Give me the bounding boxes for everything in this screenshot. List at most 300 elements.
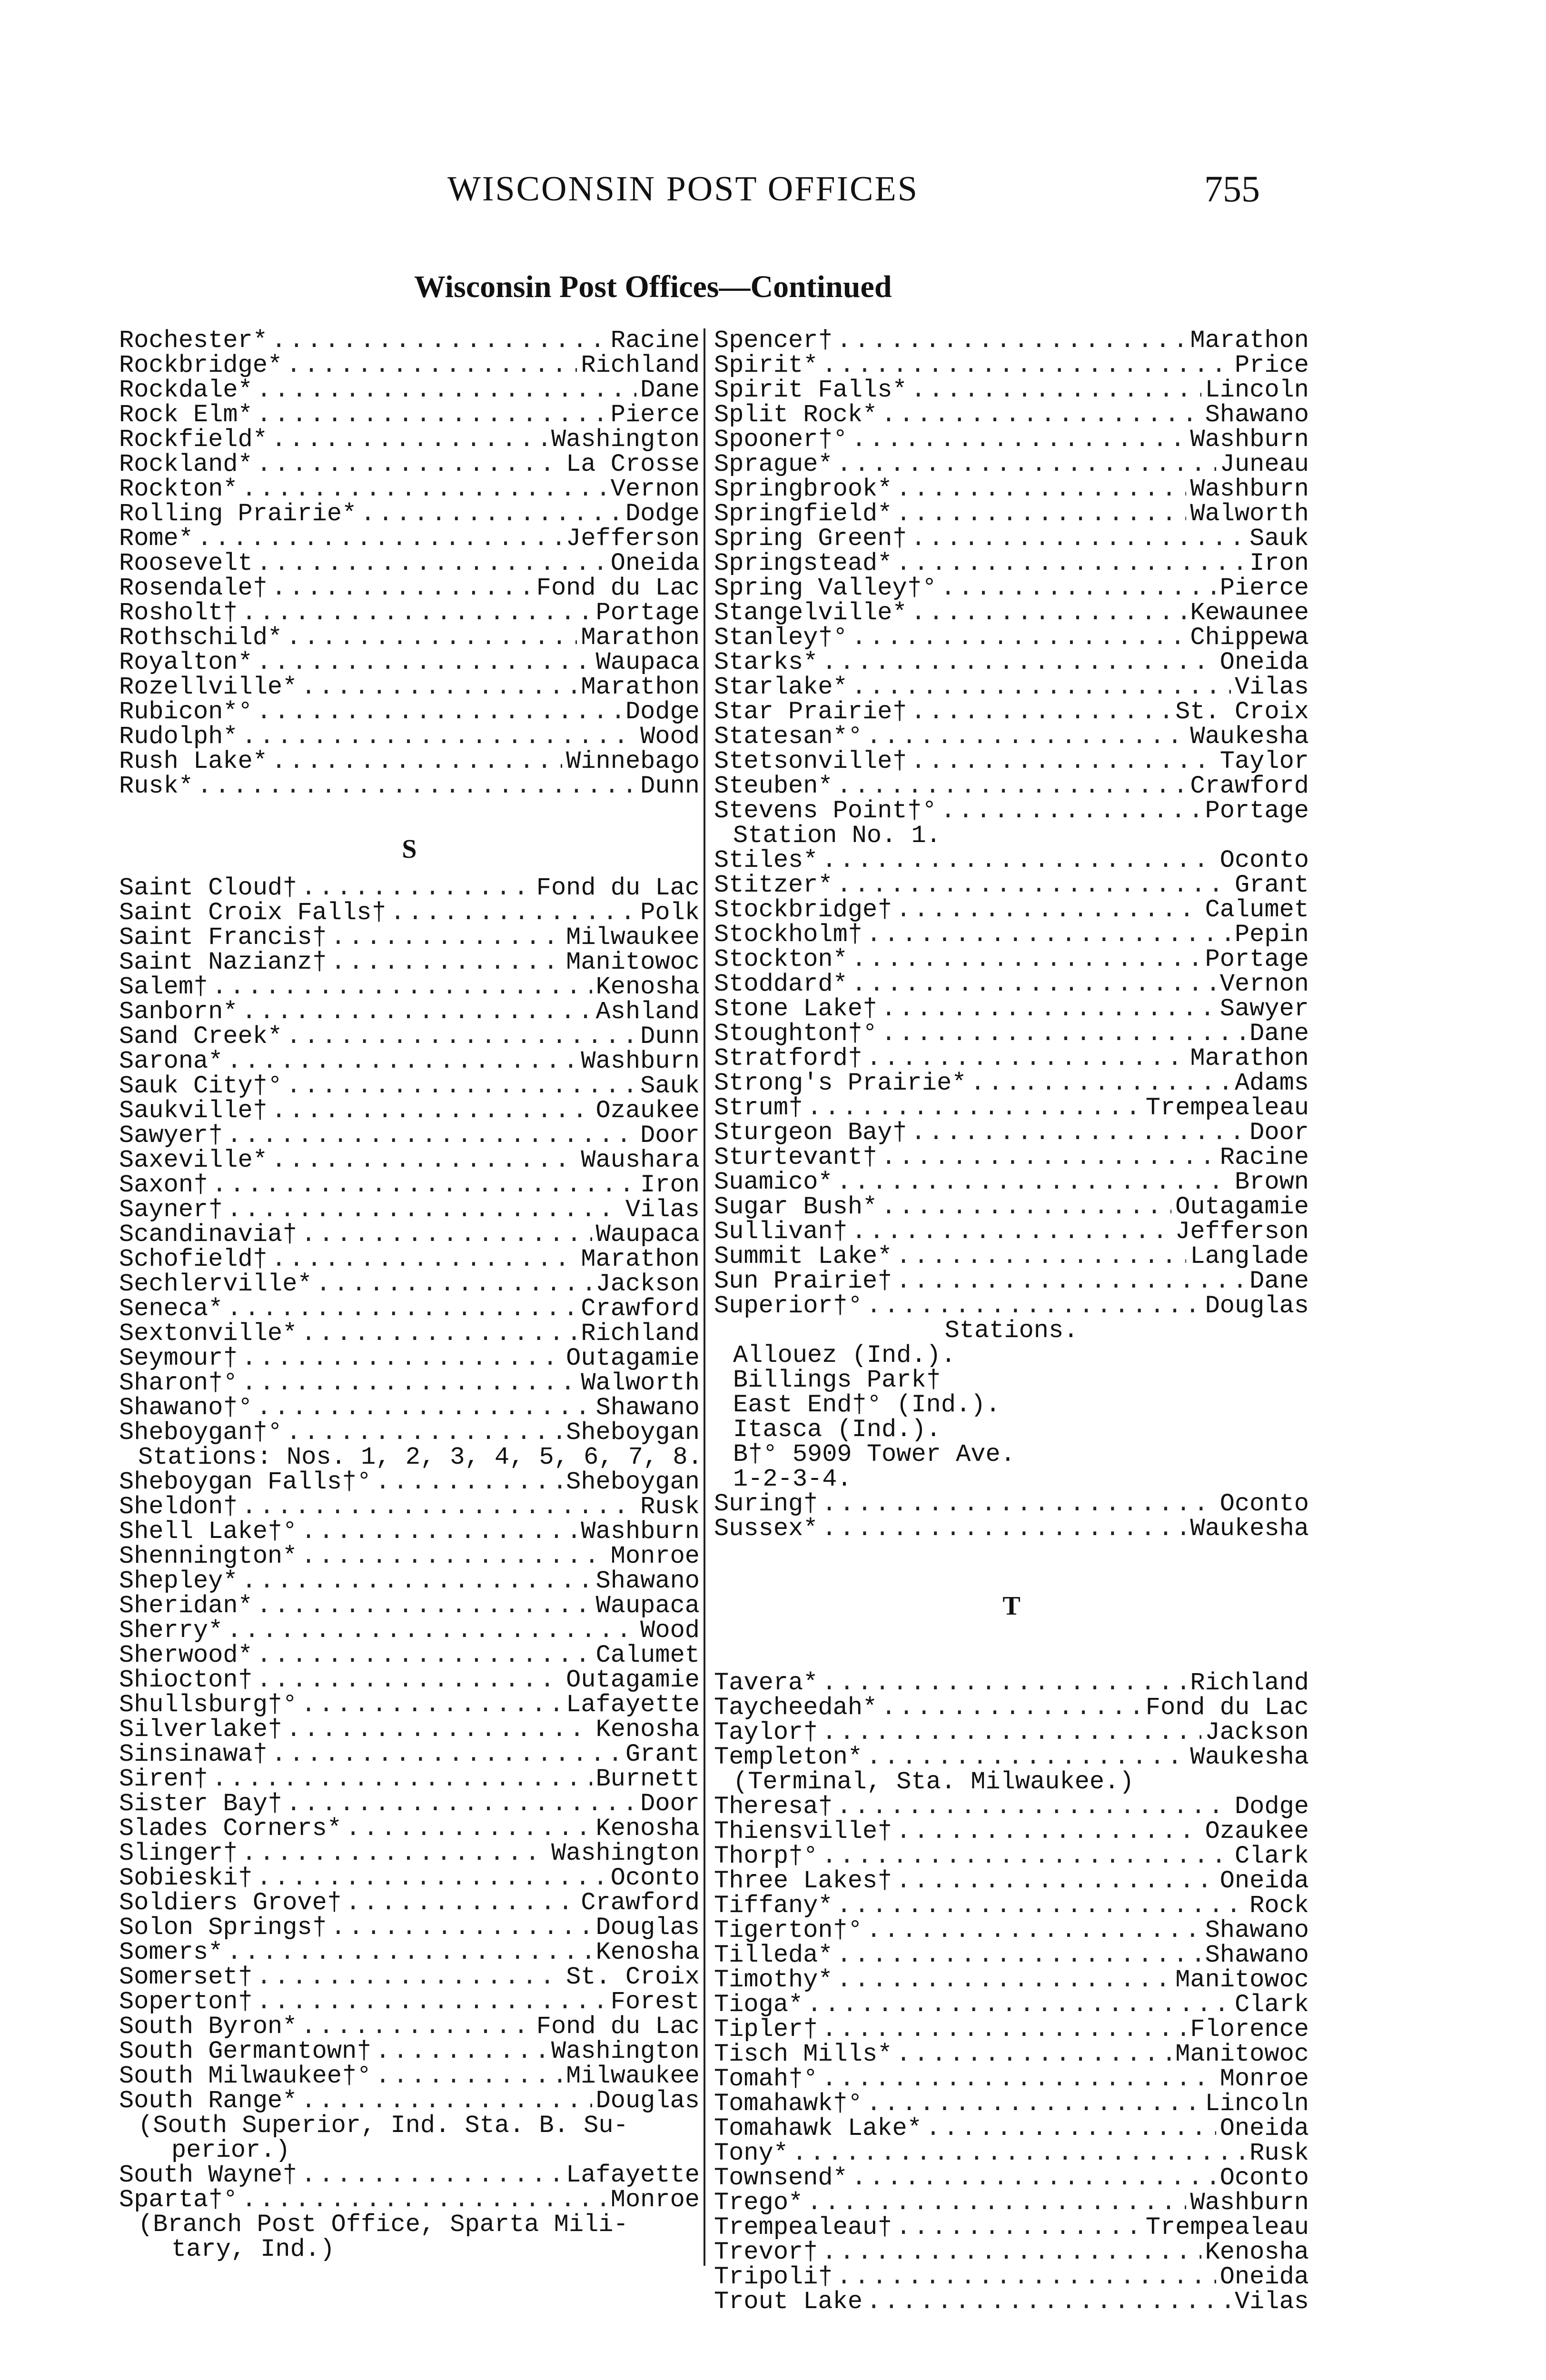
post-office-name: Seymour† bbox=[119, 1344, 238, 1372]
dot-leader bbox=[866, 1046, 1186, 1071]
post-office-name: Scandinavia† bbox=[119, 1220, 297, 1249]
county-name: Douglas bbox=[1205, 1292, 1309, 1320]
post-office-name: Suamico* bbox=[714, 1168, 833, 1196]
county-name: Grant bbox=[1234, 871, 1309, 899]
dot-leader bbox=[896, 502, 1186, 526]
dot-leader bbox=[227, 1618, 636, 1643]
post-office-entry bbox=[714, 2290, 1309, 2314]
post-office-name: Sanborn* bbox=[119, 998, 238, 1026]
county-name: Portage bbox=[1205, 797, 1309, 825]
station-item: East End†° (Ind.). bbox=[733, 1391, 1001, 1419]
post-office-entry bbox=[714, 1071, 1309, 1096]
county-name: Crawford bbox=[1190, 772, 1309, 800]
post-office-name: Trout Lake bbox=[714, 2288, 863, 2316]
county-name: Lafayette bbox=[566, 1691, 700, 1719]
post-office-name: Spooner†° bbox=[714, 426, 848, 454]
county-name: Jefferson bbox=[566, 525, 700, 553]
county-name: La Crosse bbox=[566, 450, 700, 478]
dot-leader bbox=[852, 675, 1231, 700]
post-office-name: Three Lakes† bbox=[714, 1867, 892, 1895]
dot-leader bbox=[242, 2188, 607, 2212]
county-name: Crawford bbox=[581, 1889, 700, 1917]
dot-leader bbox=[257, 1866, 607, 1891]
post-office-entry bbox=[119, 378, 700, 403]
post-office-name: Rolling Prairie* bbox=[119, 500, 357, 528]
post-office-name: Spirit* bbox=[714, 351, 818, 379]
dot-leader bbox=[271, 576, 533, 601]
post-office-entry bbox=[119, 1495, 700, 1519]
post-office-name: Sun Prairie† bbox=[714, 1267, 892, 1295]
dot-leader bbox=[896, 551, 1246, 576]
county-name: Fond du Lac bbox=[536, 2013, 700, 2041]
county-name: Waupaca bbox=[595, 1220, 700, 1249]
county-name: Washburn bbox=[1190, 426, 1309, 454]
post-office-entry bbox=[119, 1990, 700, 2014]
dot-leader bbox=[301, 1222, 592, 1247]
column-divider bbox=[704, 328, 705, 2266]
dot-leader bbox=[837, 774, 1187, 799]
post-office-entry bbox=[119, 2039, 700, 2064]
post-office-entry bbox=[714, 799, 1309, 823]
county-name: Clark bbox=[1234, 1991, 1309, 2019]
county-name: Monroe bbox=[610, 2186, 700, 2214]
dot-leader bbox=[837, 873, 1231, 898]
post-office-entry bbox=[119, 1841, 700, 1866]
post-office-name: Sheboygan Falls†° bbox=[119, 1468, 372, 1496]
county-name: Fond du Lac bbox=[536, 574, 700, 602]
county-name: Washington bbox=[551, 426, 700, 454]
post-office-name: Townsend* bbox=[714, 2164, 848, 2192]
post-office-name: Stratford† bbox=[714, 1044, 863, 1072]
county-name: Ozaukee bbox=[1205, 1817, 1309, 1845]
post-office-name: Timothy* bbox=[714, 1966, 833, 1994]
post-office-entry bbox=[119, 1173, 700, 1198]
dot-leader bbox=[242, 1495, 637, 1519]
dot-leader bbox=[807, 1993, 1231, 2017]
county-name: Oneida bbox=[1219, 1867, 1309, 1895]
post-office-name: Summit Lake* bbox=[714, 1242, 892, 1270]
dot-leader bbox=[911, 1121, 1246, 1145]
post-office-entry bbox=[714, 1894, 1309, 1918]
right-s-entries-b bbox=[714, 848, 1309, 1319]
post-office-name: Soperton† bbox=[119, 1988, 253, 2016]
post-office-entry bbox=[714, 353, 1309, 378]
dot-leader bbox=[911, 378, 1201, 403]
dot-leader bbox=[376, 2039, 547, 2064]
post-office-entry bbox=[119, 700, 700, 724]
dot-leader bbox=[881, 997, 1216, 1021]
county-name: Clark bbox=[1234, 1842, 1309, 1870]
post-office-entry bbox=[714, 1046, 1309, 1071]
county-name: Lafayette bbox=[566, 2161, 700, 2189]
county-name: Trempealeau bbox=[1145, 1094, 1309, 1122]
post-office-name: Schofield† bbox=[119, 1245, 268, 1273]
dot-leader bbox=[331, 950, 562, 975]
dot-leader bbox=[896, 477, 1186, 502]
post-office-entry bbox=[119, 1618, 700, 1643]
post-office-name: Theresa† bbox=[714, 1793, 833, 1821]
post-office-name: Spring Green† bbox=[714, 525, 907, 553]
dot-leader bbox=[197, 526, 562, 551]
county-name: Lincoln bbox=[1205, 376, 1309, 404]
post-office-name: Strong's Prairie* bbox=[714, 1069, 967, 1097]
county-name: Portage bbox=[595, 599, 700, 627]
post-office-name: Sheridan* bbox=[119, 1592, 253, 1620]
dot-leader bbox=[301, 1321, 577, 1346]
dot-leader bbox=[911, 700, 1171, 724]
post-office-entry bbox=[119, 1965, 700, 1990]
post-office-entry bbox=[714, 1492, 1309, 1517]
running-head: WISCONSIN POST OFFICES bbox=[447, 169, 919, 208]
county-name: Forest bbox=[610, 1988, 700, 2016]
county-name: Marathon bbox=[581, 1245, 700, 1273]
post-office-name: Tomahawk†° bbox=[714, 2090, 863, 2118]
dot-leader bbox=[286, 1420, 562, 1445]
post-office-name: Sharon†° bbox=[119, 1369, 238, 1397]
post-office-name: South Range* bbox=[119, 2087, 297, 2115]
county-name: Polk bbox=[640, 899, 700, 927]
post-office-name: Saxeville* bbox=[119, 1146, 268, 1174]
post-office-name: Stockton* bbox=[714, 945, 848, 973]
dot-leader bbox=[271, 1742, 622, 1767]
post-office-entry bbox=[119, 551, 700, 576]
post-office-name: Stockbridge† bbox=[714, 896, 892, 924]
post-office-name: Rosendale† bbox=[119, 574, 268, 602]
dot-leader bbox=[837, 1894, 1246, 1918]
post-office-entry bbox=[714, 1244, 1309, 1269]
county-name: Wood bbox=[640, 1616, 700, 1645]
county-name: Brown bbox=[1234, 1168, 1309, 1196]
post-office-entry bbox=[714, 1720, 1309, 1745]
county-name: Chippewa bbox=[1190, 624, 1309, 652]
dot-leader bbox=[896, 1244, 1186, 1269]
county-name: Oneida bbox=[1219, 648, 1309, 676]
post-office-entry bbox=[714, 2215, 1309, 2240]
post-office-entry bbox=[119, 1222, 700, 1247]
post-office-entry bbox=[714, 1918, 1309, 1943]
post-office-name: Seneca* bbox=[119, 1295, 223, 1323]
dot-leader bbox=[852, 427, 1187, 452]
post-office-entry bbox=[714, 848, 1309, 873]
post-office-name: Stitzer* bbox=[714, 871, 833, 899]
county-name: Richland bbox=[1190, 1669, 1309, 1697]
post-office-entry bbox=[714, 724, 1309, 749]
post-office-name: Tilleda* bbox=[714, 1941, 833, 1969]
county-name: Douglas bbox=[595, 1914, 700, 1942]
post-office-entry bbox=[119, 2064, 700, 2089]
county-name: Grant bbox=[625, 1740, 700, 1768]
dot-leader bbox=[271, 1099, 592, 1123]
county-name: Vernon bbox=[1219, 970, 1309, 998]
county-name: Waukesha bbox=[1190, 1515, 1309, 1543]
post-office-name: Sugar Bush* bbox=[714, 1193, 878, 1221]
page-number: 755 bbox=[1204, 168, 1260, 209]
post-office-entry bbox=[119, 925, 700, 950]
dot-leader bbox=[271, 427, 547, 452]
dot-leader bbox=[896, 1269, 1246, 1294]
post-office-name: Tioga* bbox=[714, 1991, 803, 2019]
dot-leader bbox=[911, 601, 1187, 625]
post-office-entry bbox=[714, 328, 1309, 353]
post-office-entry bbox=[119, 1000, 700, 1024]
dot-leader bbox=[346, 1816, 592, 1841]
county-name: Fond du Lac bbox=[1145, 1694, 1309, 1722]
dot-leader bbox=[271, 1148, 577, 1173]
county-name: Rusk bbox=[1249, 2139, 1309, 2167]
county-name: Douglas bbox=[595, 2087, 700, 2115]
post-office-entry bbox=[714, 774, 1309, 799]
dot-leader bbox=[866, 922, 1231, 947]
county-name: Lincoln bbox=[1205, 2090, 1309, 2118]
dot-leader bbox=[896, 2042, 1171, 2067]
post-office-name: Tony* bbox=[714, 2139, 789, 2167]
post-office-entry bbox=[714, 1517, 1309, 1541]
post-office-entry bbox=[119, 601, 700, 625]
post-office-name: Shennington* bbox=[119, 1542, 297, 1570]
post-office-name: Sarona* bbox=[119, 1047, 223, 1075]
post-office-entry bbox=[714, 972, 1309, 997]
county-name: Milwaukee bbox=[566, 923, 700, 952]
post-office-entry bbox=[119, 774, 700, 799]
post-office-entry bbox=[119, 1470, 700, 1495]
post-office-name: Tisch Mills* bbox=[714, 2040, 892, 2068]
post-office-name: Rome* bbox=[119, 525, 194, 553]
dot-leader bbox=[837, 1795, 1231, 1819]
post-office-name: South Germantown† bbox=[119, 2037, 372, 2065]
post-office-name: Sister Bay† bbox=[119, 1790, 283, 1818]
county-name: Outagamie bbox=[566, 1666, 700, 1694]
post-office-entry bbox=[714, 1671, 1309, 1696]
post-office-entry bbox=[119, 1148, 700, 1173]
right-s-entries-c bbox=[714, 1492, 1309, 1541]
dot-leader bbox=[792, 2141, 1246, 2166]
dot-leader bbox=[866, 1918, 1201, 1943]
dot-leader bbox=[390, 901, 636, 925]
county-name: Langlade bbox=[1190, 1242, 1309, 1270]
post-office-name: Siren† bbox=[119, 1765, 208, 1793]
dot-leader bbox=[822, 2240, 1201, 2265]
post-office-name: Sullivan† bbox=[714, 1218, 848, 1246]
post-office-entry bbox=[119, 477, 700, 502]
county-name: Florence bbox=[1190, 2015, 1309, 2043]
county-name: Milwaukee bbox=[566, 2062, 700, 2090]
post-office-name: Statesan*° bbox=[714, 723, 863, 751]
post-office-entry bbox=[119, 576, 700, 601]
county-name: Manitowoc bbox=[1175, 2040, 1309, 2068]
dot-leader bbox=[257, 1396, 592, 1420]
post-office-name: Sturgeon Bay† bbox=[714, 1119, 907, 1147]
county-name: Oneida bbox=[610, 549, 700, 577]
templeton-note: (Terminal, Sta. Milwaukee.) bbox=[733, 1768, 1134, 1796]
post-office-entry bbox=[119, 1247, 700, 1272]
post-office-entry bbox=[714, 601, 1309, 625]
post-office-name: Tigerton†° bbox=[714, 1916, 863, 1944]
post-office-name: Somers* bbox=[119, 1938, 223, 1966]
county-name: Fond du Lac bbox=[536, 874, 700, 902]
post-office-name: Superior†° bbox=[714, 1292, 863, 1320]
post-office-name: Suring† bbox=[714, 1490, 818, 1518]
dot-leader bbox=[331, 1915, 592, 1940]
post-office-entry bbox=[714, 1795, 1309, 1819]
county-name: Vilas bbox=[1234, 2288, 1309, 2316]
stevens-point-station-note: Station No. 1. bbox=[733, 822, 941, 850]
dot-leader bbox=[227, 1123, 636, 1148]
dot-leader bbox=[257, 403, 607, 427]
station-item: Itasca (Ind.). bbox=[733, 1416, 941, 1444]
county-name: Shawano bbox=[1205, 1916, 1309, 1944]
post-office-name: Sussex* bbox=[714, 1515, 818, 1543]
post-office-name: Tipler† bbox=[714, 2015, 818, 2043]
dot-leader bbox=[881, 1696, 1141, 1720]
post-office-entry bbox=[119, 724, 700, 749]
county-name: Kenosha bbox=[1205, 2238, 1309, 2266]
dot-leader bbox=[941, 576, 1216, 601]
post-office-entry bbox=[714, 576, 1309, 601]
dot-leader bbox=[822, 2067, 1216, 2092]
post-office-entry bbox=[714, 2042, 1309, 2067]
post-office-name: Spirit Falls* bbox=[714, 376, 907, 404]
post-office-name: Sechlerville* bbox=[119, 1270, 312, 1298]
post-office-entry bbox=[714, 749, 1309, 774]
dot-leader bbox=[896, 1869, 1216, 1894]
sparta-note-line-2: tary, Ind.) bbox=[171, 2235, 335, 2263]
county-name: Door bbox=[640, 1121, 700, 1150]
dot-leader bbox=[822, 1720, 1201, 1745]
dot-leader bbox=[941, 799, 1201, 823]
post-office-name: Thiensville† bbox=[714, 1817, 892, 1845]
post-office-name: Springbrook* bbox=[714, 475, 892, 503]
post-office-entry bbox=[714, 2116, 1309, 2141]
post-office-entry bbox=[714, 2017, 1309, 2042]
county-name: Rock bbox=[1249, 1892, 1309, 1920]
post-office-entry bbox=[119, 1767, 700, 1792]
county-name: Washington bbox=[551, 2037, 700, 2065]
dot-leader bbox=[257, 1594, 592, 1618]
post-office-name: Springfield* bbox=[714, 500, 892, 528]
station-item: Allouez (Ind.). bbox=[733, 1341, 956, 1369]
post-office-entry bbox=[714, 997, 1309, 1021]
post-office-entry bbox=[119, 749, 700, 774]
post-office-name: South Byron* bbox=[119, 2013, 297, 2041]
dot-leader bbox=[301, 1693, 562, 1717]
post-office-entry bbox=[119, 975, 700, 1000]
dot-leader bbox=[837, 1170, 1231, 1195]
county-name: Ozaukee bbox=[595, 1097, 700, 1125]
post-office-name: Rudolph* bbox=[119, 723, 238, 751]
dot-leader bbox=[807, 2191, 1186, 2215]
county-name: Waupaca bbox=[595, 648, 700, 676]
county-name: Door bbox=[1249, 1119, 1309, 1147]
post-office-entry bbox=[714, 1170, 1309, 1195]
post-office-name: Shiocton† bbox=[119, 1666, 253, 1694]
post-office-entry bbox=[714, 2092, 1309, 2116]
post-office-entry bbox=[119, 1891, 700, 1915]
dot-leader bbox=[837, 328, 1187, 353]
county-name: Vernon bbox=[610, 475, 700, 503]
post-office-name: Salem† bbox=[119, 973, 208, 1001]
county-name: Washburn bbox=[581, 1047, 700, 1075]
county-name: Calumet bbox=[595, 1641, 700, 1669]
post-office-entry bbox=[714, 2067, 1309, 2092]
dot-leader bbox=[257, 650, 592, 675]
post-office-name: Sand Creek* bbox=[119, 1022, 283, 1051]
county-name: Waupaca bbox=[595, 1592, 700, 1620]
post-office-name: Stoddard* bbox=[714, 970, 848, 998]
county-name: Walworth bbox=[1190, 500, 1309, 528]
dot-leader bbox=[837, 1943, 1201, 1968]
post-office-name: Saint Cloud† bbox=[119, 874, 297, 902]
dot-leader bbox=[286, 1792, 636, 1816]
s-entries-b bbox=[119, 1470, 700, 2113]
dot-leader bbox=[286, 1024, 636, 1049]
post-office-name: Tiffany* bbox=[714, 1892, 833, 1920]
dot-leader bbox=[286, 353, 577, 378]
post-office-entry bbox=[714, 947, 1309, 972]
post-office-name: Sawyer† bbox=[119, 1121, 223, 1150]
dot-leader bbox=[331, 925, 562, 950]
post-office-entry bbox=[714, 1943, 1309, 1968]
dot-leader bbox=[242, 1569, 592, 1594]
dot-leader bbox=[301, 2014, 532, 2039]
post-office-name: Sheldon† bbox=[119, 1493, 238, 1521]
dot-leader bbox=[242, 1841, 547, 1866]
county-name: Iron bbox=[1249, 549, 1309, 577]
dot-leader bbox=[896, 1819, 1201, 1844]
county-name: Oconto bbox=[1219, 846, 1309, 874]
county-name: Dunn bbox=[640, 1022, 700, 1051]
county-name: Shawano bbox=[1205, 1941, 1309, 1969]
dot-leader bbox=[852, 947, 1201, 972]
post-office-entry bbox=[119, 1074, 700, 1099]
post-office-entry bbox=[714, 650, 1309, 675]
post-office-name: Sheboygan†° bbox=[119, 1418, 283, 1447]
county-name: Outagamie bbox=[566, 1344, 700, 1372]
dot-leader bbox=[242, 1371, 577, 1396]
post-office-name: Shell Lake†° bbox=[119, 1517, 297, 1546]
post-office-name: Taylor† bbox=[714, 1718, 818, 1746]
post-office-entry bbox=[119, 2188, 700, 2212]
post-office-name: Rockbridge* bbox=[119, 351, 283, 379]
dot-leader bbox=[301, 2163, 562, 2188]
dot-leader bbox=[822, 1671, 1186, 1696]
post-office-entry bbox=[714, 2191, 1309, 2215]
county-name: Kenosha bbox=[595, 1938, 700, 1966]
post-office-name: Starlake* bbox=[714, 673, 848, 701]
post-office-entry bbox=[119, 1420, 700, 1445]
post-office-name: Saint Nazianz† bbox=[119, 948, 327, 976]
post-office-entry bbox=[119, 526, 700, 551]
post-office-name: Thorp†° bbox=[714, 1842, 818, 1870]
post-office-entry bbox=[119, 1297, 700, 1321]
post-office-entry bbox=[119, 452, 700, 477]
post-office-entry bbox=[119, 328, 700, 353]
post-office-entry bbox=[714, 1819, 1309, 1844]
post-office-entry bbox=[714, 625, 1309, 650]
post-office-entry bbox=[119, 1346, 700, 1371]
dot-leader bbox=[242, 1000, 592, 1024]
dot-leader bbox=[316, 1272, 592, 1297]
dot-leader bbox=[896, 2215, 1141, 2240]
county-name: Shawano bbox=[595, 1394, 700, 1422]
post-office-name: Sherwood* bbox=[119, 1641, 253, 1669]
dot-leader bbox=[852, 2166, 1216, 2191]
post-office-name: Rush Lake* bbox=[119, 747, 268, 775]
county-name: Walworth bbox=[581, 1369, 700, 1397]
dot-leader bbox=[376, 1470, 563, 1495]
post-office-entry bbox=[119, 1198, 700, 1222]
post-office-name: Sherry* bbox=[119, 1616, 223, 1645]
post-office-entry bbox=[714, 1869, 1309, 1894]
